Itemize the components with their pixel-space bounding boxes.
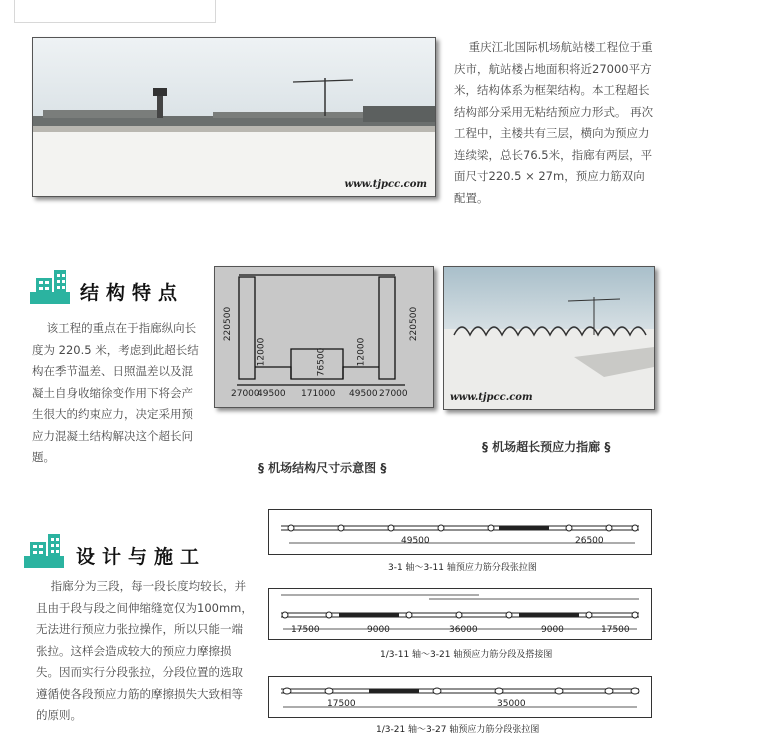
tendon-drawing-2 (268, 588, 652, 640)
building-icon (22, 532, 66, 570)
corridor-photo-caption: § 机场超长预应力指廊 § (482, 440, 611, 454)
drawing3-dim-2: 35000 (497, 699, 526, 709)
drawing2-caption: 1/3-11 轴～3-21 轴预应力筋分段及搭接图 (380, 650, 553, 660)
drawing3-caption: 1/3-21 轴～3-27 轴预应力筋分段张拉图 (376, 725, 540, 735)
drawing2-dim-5: 17500 (601, 625, 630, 635)
drawing1-caption: 3-1 轴～3-11 轴预应力筋分段张拉图 (388, 563, 537, 573)
dim-bottom-3: 171000 (301, 389, 336, 399)
section2-title: 设计与施工 (76, 546, 207, 568)
diagram-caption: § 机场结构尺寸示意图 § (258, 461, 387, 475)
drawing2-dim-3: 36000 (449, 625, 478, 635)
corridor-photo-watermark: www.tjpcc.com (450, 392, 533, 403)
section2-paragraph: 指廊分为三段，每一段长度均较长，并且由于段与段之间伸缩缝宽仅为100mm，无法进行预应力张拉操作，所以只能一端张拉。这样会造成较大的预应力摩擦损失。因而实行分段张拉，分段位置的选取遵循使各段预应力筋的摩擦损失大致相等的原则。 (36, 579, 253, 722)
dim-bottom-2: 49500 (257, 389, 286, 399)
top-box (14, 0, 216, 23)
drawing2-dim-1: 17500 (291, 625, 320, 635)
dim-inner-left: 12000 (256, 337, 267, 367)
drawing2-dim-2: 9000 (367, 625, 390, 635)
tendon-drawing-3 (268, 676, 652, 718)
dim-left-height: 220500 (223, 306, 234, 342)
tendon-drawing-1 (268, 509, 652, 555)
photo-watermark: www.tjpcc.com (344, 179, 427, 190)
corridor-photo (443, 266, 655, 410)
dim-bottom-1: 27000 (231, 389, 260, 399)
section1-title: 结构特点 (80, 282, 185, 304)
drawing1-dim-2: 26500 (575, 536, 604, 546)
dim-bottom-4: 49500 (349, 389, 378, 399)
drawing2-dim-4: 9000 (541, 625, 564, 635)
airport-terminal-illustration (33, 38, 435, 196)
building-icon (28, 268, 72, 306)
structure-dimension-diagram (214, 266, 434, 408)
dim-bottom-5: 27000 (379, 389, 408, 399)
drawing3-dim-1: 17500 (327, 699, 356, 709)
intro-paragraph: 重庆江北国际机场航站楼工程位于重庆市，航站楼占地面积将近27000平方米，结构体系为框架结构。本工程超长结构部分采用无粘结预应力形式。 再次工程中，主楼共有三层，横向为预应力连续梁，总长76.5米，指廊有两层，平面尺寸220.5 × 27m，预应力筋双向配置。 (454, 40, 654, 205)
airport-terminal-photo (32, 37, 436, 197)
drawing1-dim-1: 49500 (401, 536, 430, 546)
dim-inner-right: 12000 (356, 337, 367, 367)
section1-paragraph: 该工程的重点在于指廊纵向长度为 220.5 米，考虑到此超长结构在季节温差、日照温差以及混凝土自身收缩徐变作用下将会产生很大的约束应力，决定采用预应力混凝土结构解决这个超长问题。 (32, 321, 199, 464)
dim-center-height: 76500 (316, 347, 327, 377)
dim-right-height: 220500 (409, 306, 420, 342)
